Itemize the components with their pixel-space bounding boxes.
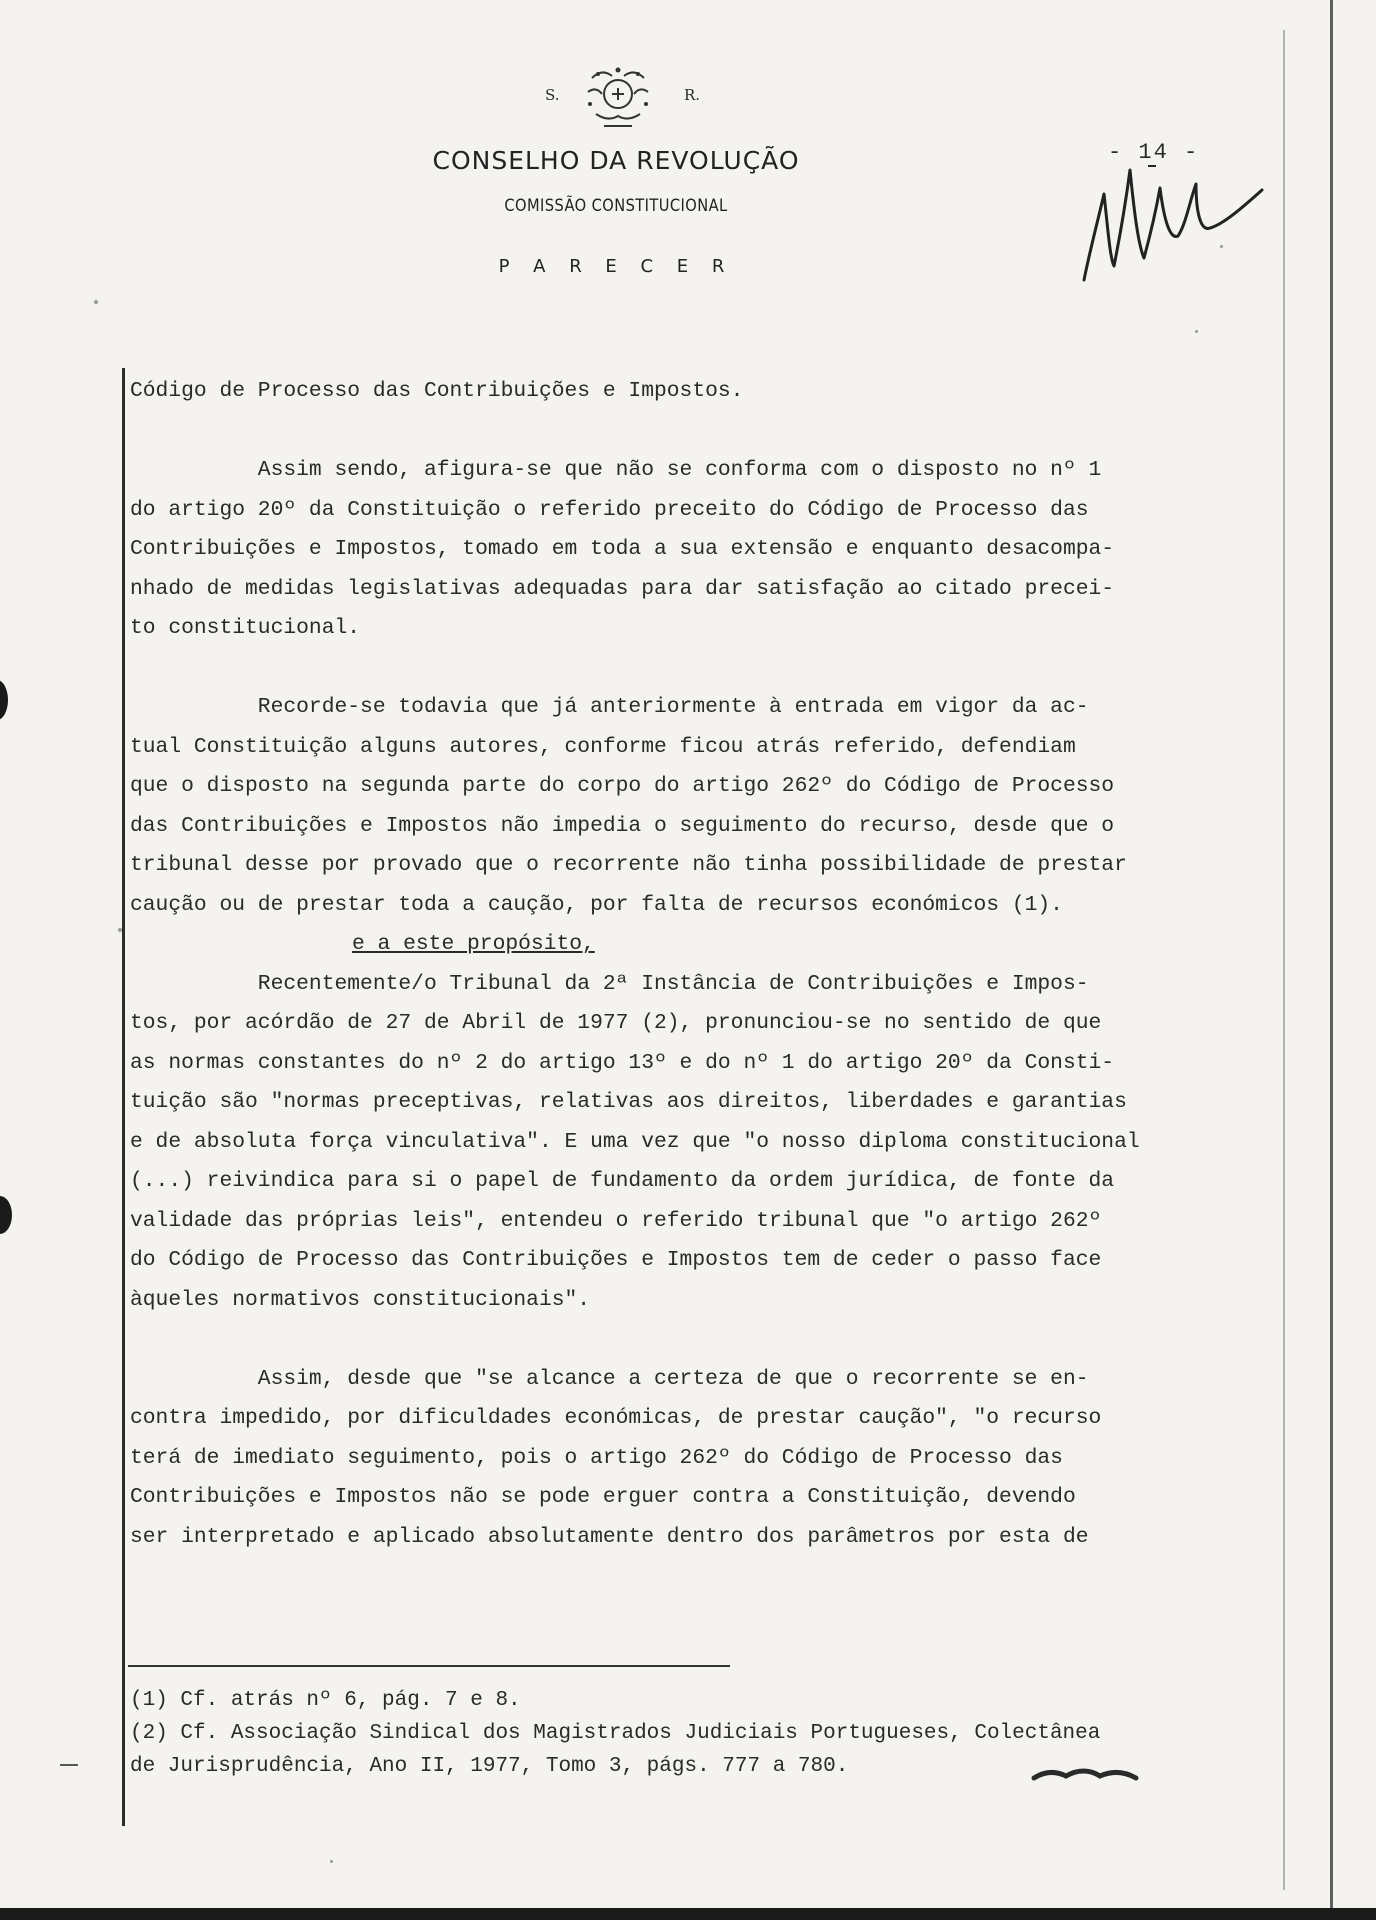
commission-title: COMISSÃO CONSTITUCIONAL [504,196,728,216]
footnote: (1) Cf. atrás nº 6, pág. 7 e 8. [130,1689,521,1712]
text-line: to constitucional. [130,616,361,640]
text-line: validade das próprias leis", entendeu o referido tribunal que "o artigo 262º [130,1208,1102,1233]
council-title: CONSELHO DA REVOLUÇÃO [432,146,800,175]
speck [94,300,98,304]
text-line: caução ou de prestar toda a caução, por falta de recursos económicos (1). [130,892,1063,917]
body-text [130,372,1260,1557]
speck [118,928,122,932]
text-line: das Contribuições e Impostos não impedia o seguimento do recurso, desde que o [130,813,1115,838]
header-initial-right: R. [684,86,701,104]
margin-rule [122,368,125,1826]
text-line: tual Constituição alguns autores, conforme ficou atrás referido, defendiam [130,734,1076,759]
document-type: P A R E C E R [498,256,734,277]
text-line: Contribuições e Impostos, tomado em toda a sua extensão e enquanto desacompa- [130,537,1115,561]
scan-bottom-edge [0,1908,1376,1920]
punch-hole [0,680,8,720]
header-initial-left: S. [545,86,560,104]
text-line: Assim, desde que "se alcance a certeza de que o recorrente se en- [130,1366,1089,1391]
handwritten-insert: e a este propósito, [352,932,595,956]
text-line: as normas constantes do nº 2 do artigo 13º e do nº 1 do artigo 20º da Consti- [130,1050,1115,1075]
speck [330,1860,333,1863]
paragraph [130,451,1260,649]
text-line: e de absoluta força vinculativa". E uma vez que "o nosso diploma constitucional [130,1129,1140,1154]
handwritten-signature [1078,140,1268,290]
text-line: tuição são "normas preceptivas, relativas aos direitos, liberdades e garantias [130,1090,1127,1114]
text-line: àqueles normativos constitucionais". [130,1287,591,1312]
text-line: Recentemente/o Tribunal da 2ª Instância de Contribuições e Impos- [130,971,1089,996]
footnote: (2) Cf. Associação Sindical dos Magistrados Judiciais Portugueses, Colectânea [130,1722,1101,1745]
paragraph [130,688,1260,925]
footnote: de Jurisprudência, Ano II, 1977, Tomo 3, págs. 777 a 780. [130,1755,849,1778]
text-line: do Código de Processo das Contribuições e Impostos tem de ceder o passo face [130,1248,1102,1272]
footnote-rule [128,1665,730,1667]
text-line: contra impedido, por dificuldades económicas, de prestar caução", "o recurso [130,1406,1102,1430]
text-line: que o disposto na segunda parte do corpo do artigo 262º do Código de Processo [130,774,1115,798]
text-line: Assim sendo, afigura-se que não se conforma com o disposto no nº 1 [130,458,1102,482]
paragraph [130,965,1260,1321]
text-line: terá de imediato seguimento, pois o artigo 262º do Código de Processo das [130,1445,1063,1470]
text-line: do artigo 20º da Constituição o referido preceito do Código de Processo das [130,497,1089,522]
text-line: Contribuições e Impostos não se pode erguer contra a Constituição, devendo [130,1485,1076,1509]
text-line: tribunal desse por provado que o recorrente não tinha possibilidade de prestar [130,853,1127,877]
coat-of-arms-icon [582,64,654,130]
paragraph [130,1360,1260,1558]
scan-edge-line [1283,30,1285,1890]
scan-edge-line-dark [1330,0,1333,1920]
ink-smudge [1030,1764,1140,1784]
text-line: Recorde-se todavia que já anteriormente à entrada em vigor da ac- [130,695,1089,719]
margin-mark [60,1764,78,1766]
text-line: ser interpretado e aplicado absolutamente dentro dos parâmetros por esta de [130,1524,1089,1549]
text-line: nhado de medidas legislativas adequadas para dar satisfação ao citado precei- [130,576,1115,601]
page-number: - 14 - [1108,140,1200,165]
speck [1195,330,1198,333]
text-line: Código de Processo das Contribuições e Impostos. [130,379,744,403]
text-line: (...) reivindica para si o papel de fundamento da ordem jurídica, de fonte da [130,1169,1115,1193]
text-line: tos, por acórdão de 27 de Abril de 1977 (2), pronunciou-se no sentido de que [130,1011,1102,1035]
punch-hole [0,1196,12,1234]
